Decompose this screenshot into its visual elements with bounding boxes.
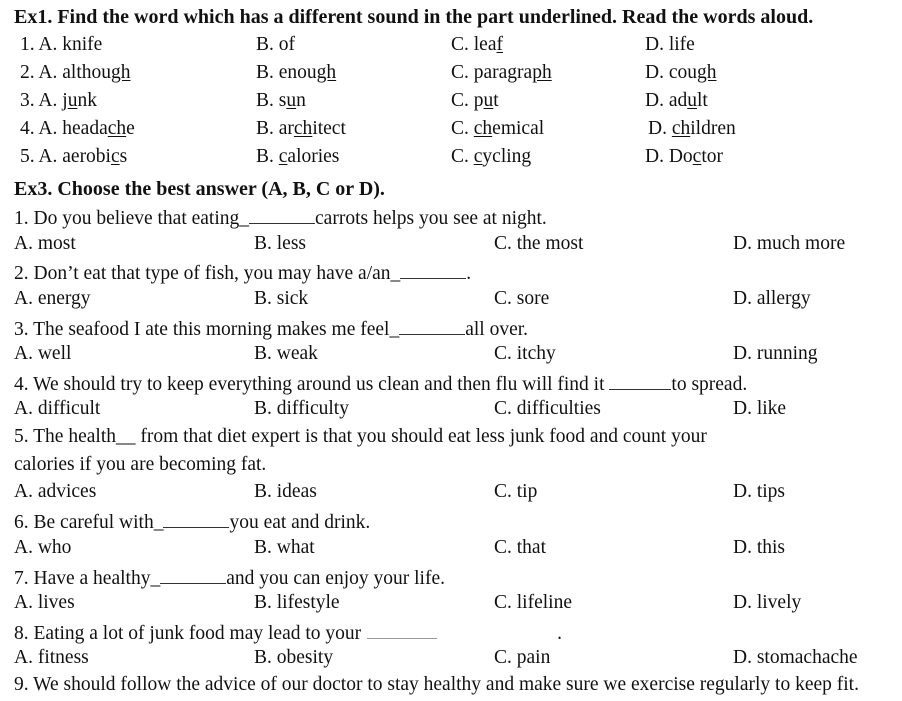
option-b[interactable]: B. difficulty — [254, 398, 349, 419]
option-b[interactable]: B. lifestyle — [254, 592, 340, 613]
ex1-q3-d: D. adult — [645, 90, 708, 111]
ex1-q2-c: C. paragraph — [451, 62, 552, 83]
ex3-question-5 — [0, 426, 902, 453]
question-text-cutoff: 9. We should follow the advice of our doctor to stay healthy and make sure we exercise regularly to keep fit. — [14, 674, 859, 695]
ex1-q3-a: 3. A. junk — [20, 90, 97, 111]
option-c[interactable]: C. sore — [494, 288, 550, 309]
ex3-options-4 — [0, 398, 902, 425]
ex3-title: Ex3. Choose the best answer (A, B, C or D). — [14, 178, 385, 200]
ex1-q1-a: 1. A. knife — [20, 34, 103, 55]
ex1-row-5 — [0, 146, 902, 173]
option-b[interactable]: B. what — [254, 537, 315, 558]
ex3-question-4 — [0, 371, 902, 398]
ex1-row-3 — [0, 90, 902, 117]
option-c[interactable]: C. that — [494, 537, 546, 558]
option-a[interactable]: A. lives — [14, 592, 75, 613]
ex1-header-line — [0, 6, 902, 33]
question-text: 3. The seafood I ate this morning makes me feel_ all over. — [14, 316, 528, 341]
ex3-question-9-cutoff — [0, 674, 902, 701]
answer-blank[interactable] — [400, 260, 466, 279]
option-a[interactable]: A. advices — [14, 481, 97, 502]
ex3-question-3 — [0, 316, 902, 343]
question-text: 7. Have a healthy_ and you can enjoy your life. — [14, 565, 445, 590]
option-d[interactable]: D. tips — [733, 481, 786, 502]
option-a[interactable]: A. energy — [14, 288, 91, 309]
ex3-options-5 — [0, 481, 902, 508]
ex3-header-line — [0, 178, 902, 205]
ex3-question-5-cont — [0, 454, 902, 481]
option-c[interactable]: C. the most — [494, 233, 584, 254]
ex3-options-3 — [0, 343, 902, 370]
option-a[interactable]: A. fitness — [14, 647, 89, 668]
question-text: 6. Be careful with_ you eat and drink. — [14, 509, 370, 534]
option-a[interactable]: A. well — [14, 343, 72, 364]
ex1-row-4 — [0, 118, 902, 145]
option-d[interactable]: D. running — [733, 343, 818, 364]
ex1-q1-d: D. life — [645, 34, 695, 55]
ex1-q2-b: B. enough — [256, 62, 337, 83]
option-a[interactable]: A. most — [14, 233, 76, 254]
option-c[interactable]: C. pain — [494, 647, 551, 668]
answer-blank[interactable] — [249, 205, 315, 224]
option-b[interactable]: B. obesity — [254, 647, 334, 668]
ex3-question-7 — [0, 565, 902, 592]
ex3-options-2 — [0, 288, 902, 315]
ex1-q1-b: B. of — [256, 34, 295, 55]
option-b[interactable]: B. sick — [254, 288, 309, 309]
option-b[interactable]: B. less — [254, 233, 307, 254]
ex1-row-1 — [0, 34, 902, 61]
ex3-options-7 — [0, 592, 902, 619]
question-text: 4. We should try to keep everything around us clean and then flu will find it to spread. — [14, 371, 747, 396]
ex3-question-1 — [0, 205, 902, 232]
answer-blank[interactable] — [609, 371, 671, 390]
option-d[interactable]: D. this — [733, 537, 786, 558]
ex1-q4-b: B. architect — [256, 118, 346, 139]
answer-blank[interactable] — [160, 565, 226, 584]
ex1-q5-d: D. Doctor — [645, 146, 723, 167]
answer-blank[interactable] — [163, 509, 229, 528]
option-d[interactable]: D. much more — [733, 233, 846, 254]
ex3-options-8 — [0, 647, 902, 674]
option-c[interactable]: C. difficulties — [494, 398, 601, 419]
ex3-options-1 — [0, 233, 902, 260]
ex1-q3-c: C. put — [451, 90, 499, 111]
ex1-q4-d: D. children — [648, 118, 736, 139]
ex3-question-6 — [0, 509, 902, 536]
option-c[interactable]: C. lifeline — [494, 592, 572, 613]
option-c[interactable]: C. tip — [494, 481, 538, 502]
ex1-q5-b: B. calories — [256, 146, 340, 167]
option-d[interactable]: D. allergy — [733, 288, 811, 309]
option-b[interactable]: B. ideas — [254, 481, 317, 502]
ex1-row-2 — [0, 62, 902, 89]
ex1-q4-c: C. chemical — [451, 118, 545, 139]
ex1-q4-a: 4. A. headache — [20, 118, 135, 139]
question-text: 1. Do you believe that eating_ carrots helps you see at night. — [14, 205, 547, 230]
question-text: 8. Eating a lot of junk food may lead to your . — [14, 620, 562, 645]
ex1-q2-d: D. cough — [645, 62, 717, 83]
option-a[interactable]: A. difficult — [14, 398, 101, 419]
answer-blank[interactable] — [367, 620, 437, 639]
ex1-q2-a: 2. A. although — [20, 62, 131, 83]
ex1-q5-a: 5. A. aerobics — [20, 146, 128, 167]
ex1-q3-b: B. sun — [256, 90, 306, 111]
question-text-line-1: 5. The health__ from that diet expert is that you should eat less junk food and count your — [14, 426, 707, 447]
option-d[interactable]: D. lively — [733, 592, 802, 613]
question-text-line-2: calories if you are becoming fat. — [14, 454, 267, 475]
option-b[interactable]: B. weak — [254, 343, 318, 364]
ex3-question-8 — [0, 620, 902, 647]
option-d[interactable]: D. stomachache — [733, 647, 858, 668]
ex1-title: Ex1. Find the word which has a different sound in the part underlined. Read the words aloud. — [14, 6, 814, 28]
option-a[interactable]: A. who — [14, 537, 72, 558]
option-d[interactable]: D. like — [733, 398, 787, 419]
ex3-question-2 — [0, 260, 902, 287]
answer-blank[interactable] — [399, 316, 465, 335]
ex1-q5-c: C. cycling — [451, 146, 532, 167]
question-text: 2. Don’t eat that type of fish, you may have a/an_ . — [14, 260, 471, 285]
option-c[interactable]: C. itchy — [494, 343, 556, 364]
ex3-options-6 — [0, 537, 902, 564]
ex1-q1-c: C. leaf — [451, 34, 503, 55]
